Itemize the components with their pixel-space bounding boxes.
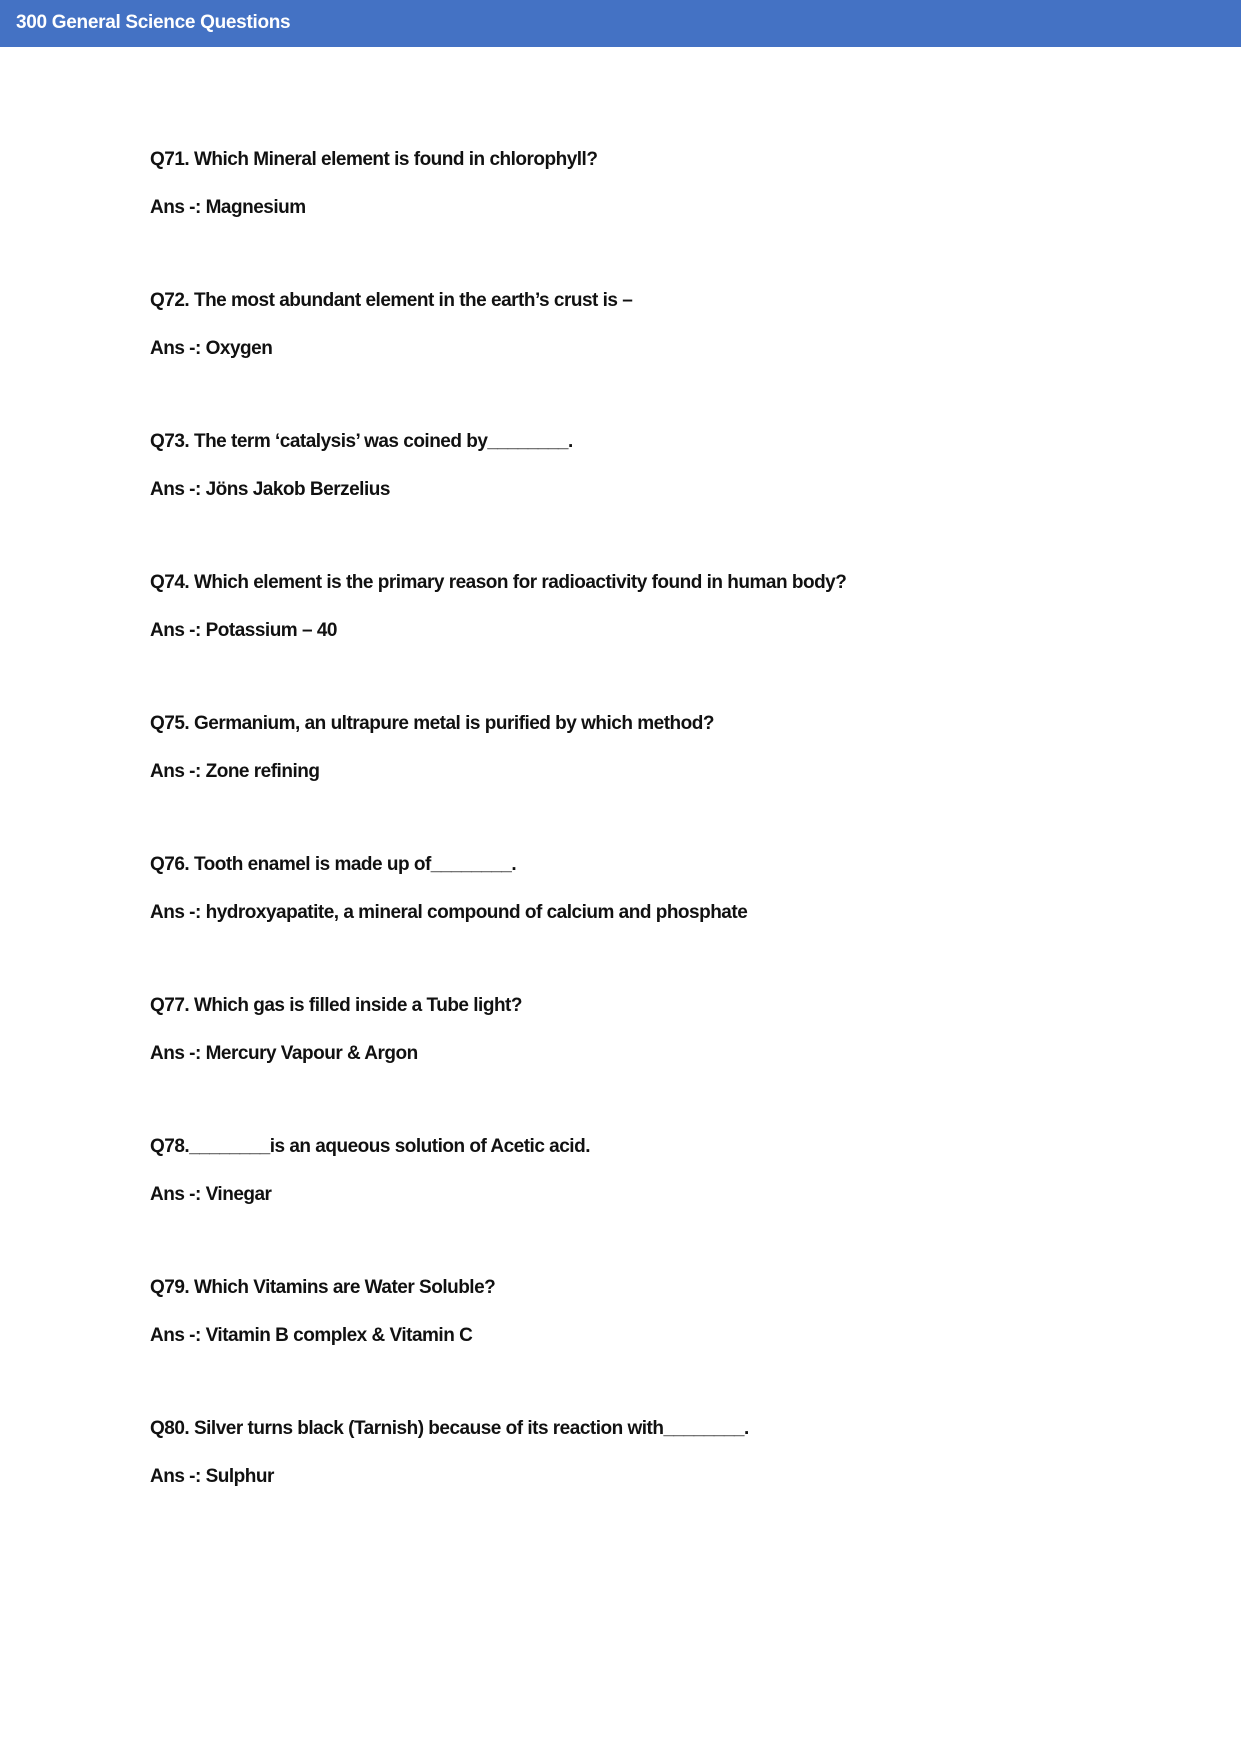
answer-text: Ans -: Vinegar [150, 1184, 272, 1205]
question-text: Q78.________is an aqueous solution of Acetic acid. [150, 1136, 590, 1157]
answer-text: Ans -: Zone refining [150, 761, 320, 782]
answer-text: Ans -: hydroxyapatite, a mineral compound of calcium and phosphate [150, 902, 748, 923]
question-text: Q79. Which Vitamins are Water Soluble? [150, 1277, 496, 1298]
question-block [150, 149, 597, 219]
document-title: 300 General Science Questions [16, 12, 291, 33]
question-block [150, 290, 632, 360]
question-block [150, 1136, 590, 1206]
question-text: Q76. Tooth enamel is made up of________. [150, 854, 517, 875]
question-text: Q77. Which gas is filled inside a Tube light? [150, 995, 522, 1016]
answer-text: Ans -: Magnesium [150, 197, 306, 218]
question-text: Q80. Silver turns black (Tarnish) because of its reaction with________. [150, 1418, 749, 1439]
question-text: Q73. The term ‘catalysis’ was coined by________. [150, 431, 573, 452]
question-block [150, 431, 573, 501]
answer-text: Ans -: Potassium – 40 [150, 620, 337, 641]
answer-text: Ans -: Sulphur [150, 1466, 274, 1487]
answer-text: Ans -: Jöns Jakob Berzelius [150, 479, 390, 500]
question-block [150, 1418, 749, 1488]
answer-text: Ans -: Oxygen [150, 338, 273, 359]
question-block [150, 854, 747, 924]
question-text: Q75. Germanium, an ultrapure metal is purified by which method? [150, 713, 714, 734]
question-text: Q74. Which element is the primary reason for radioactivity found in human body? [150, 572, 847, 593]
question-text: Q72. The most abundant element in the earth’s crust is – [150, 290, 633, 311]
answer-text: Ans -: Vitamin B complex & Vitamin C [150, 1325, 473, 1346]
question-block [150, 713, 714, 783]
question-block [150, 995, 522, 1065]
question-block [150, 1277, 495, 1347]
page-header-bar [0, 0, 1241, 47]
question-block [150, 572, 846, 642]
answer-text: Ans -: Mercury Vapour & Argon [150, 1043, 418, 1064]
question-text: Q71. Which Mineral element is found in chlorophyll? [150, 149, 598, 170]
